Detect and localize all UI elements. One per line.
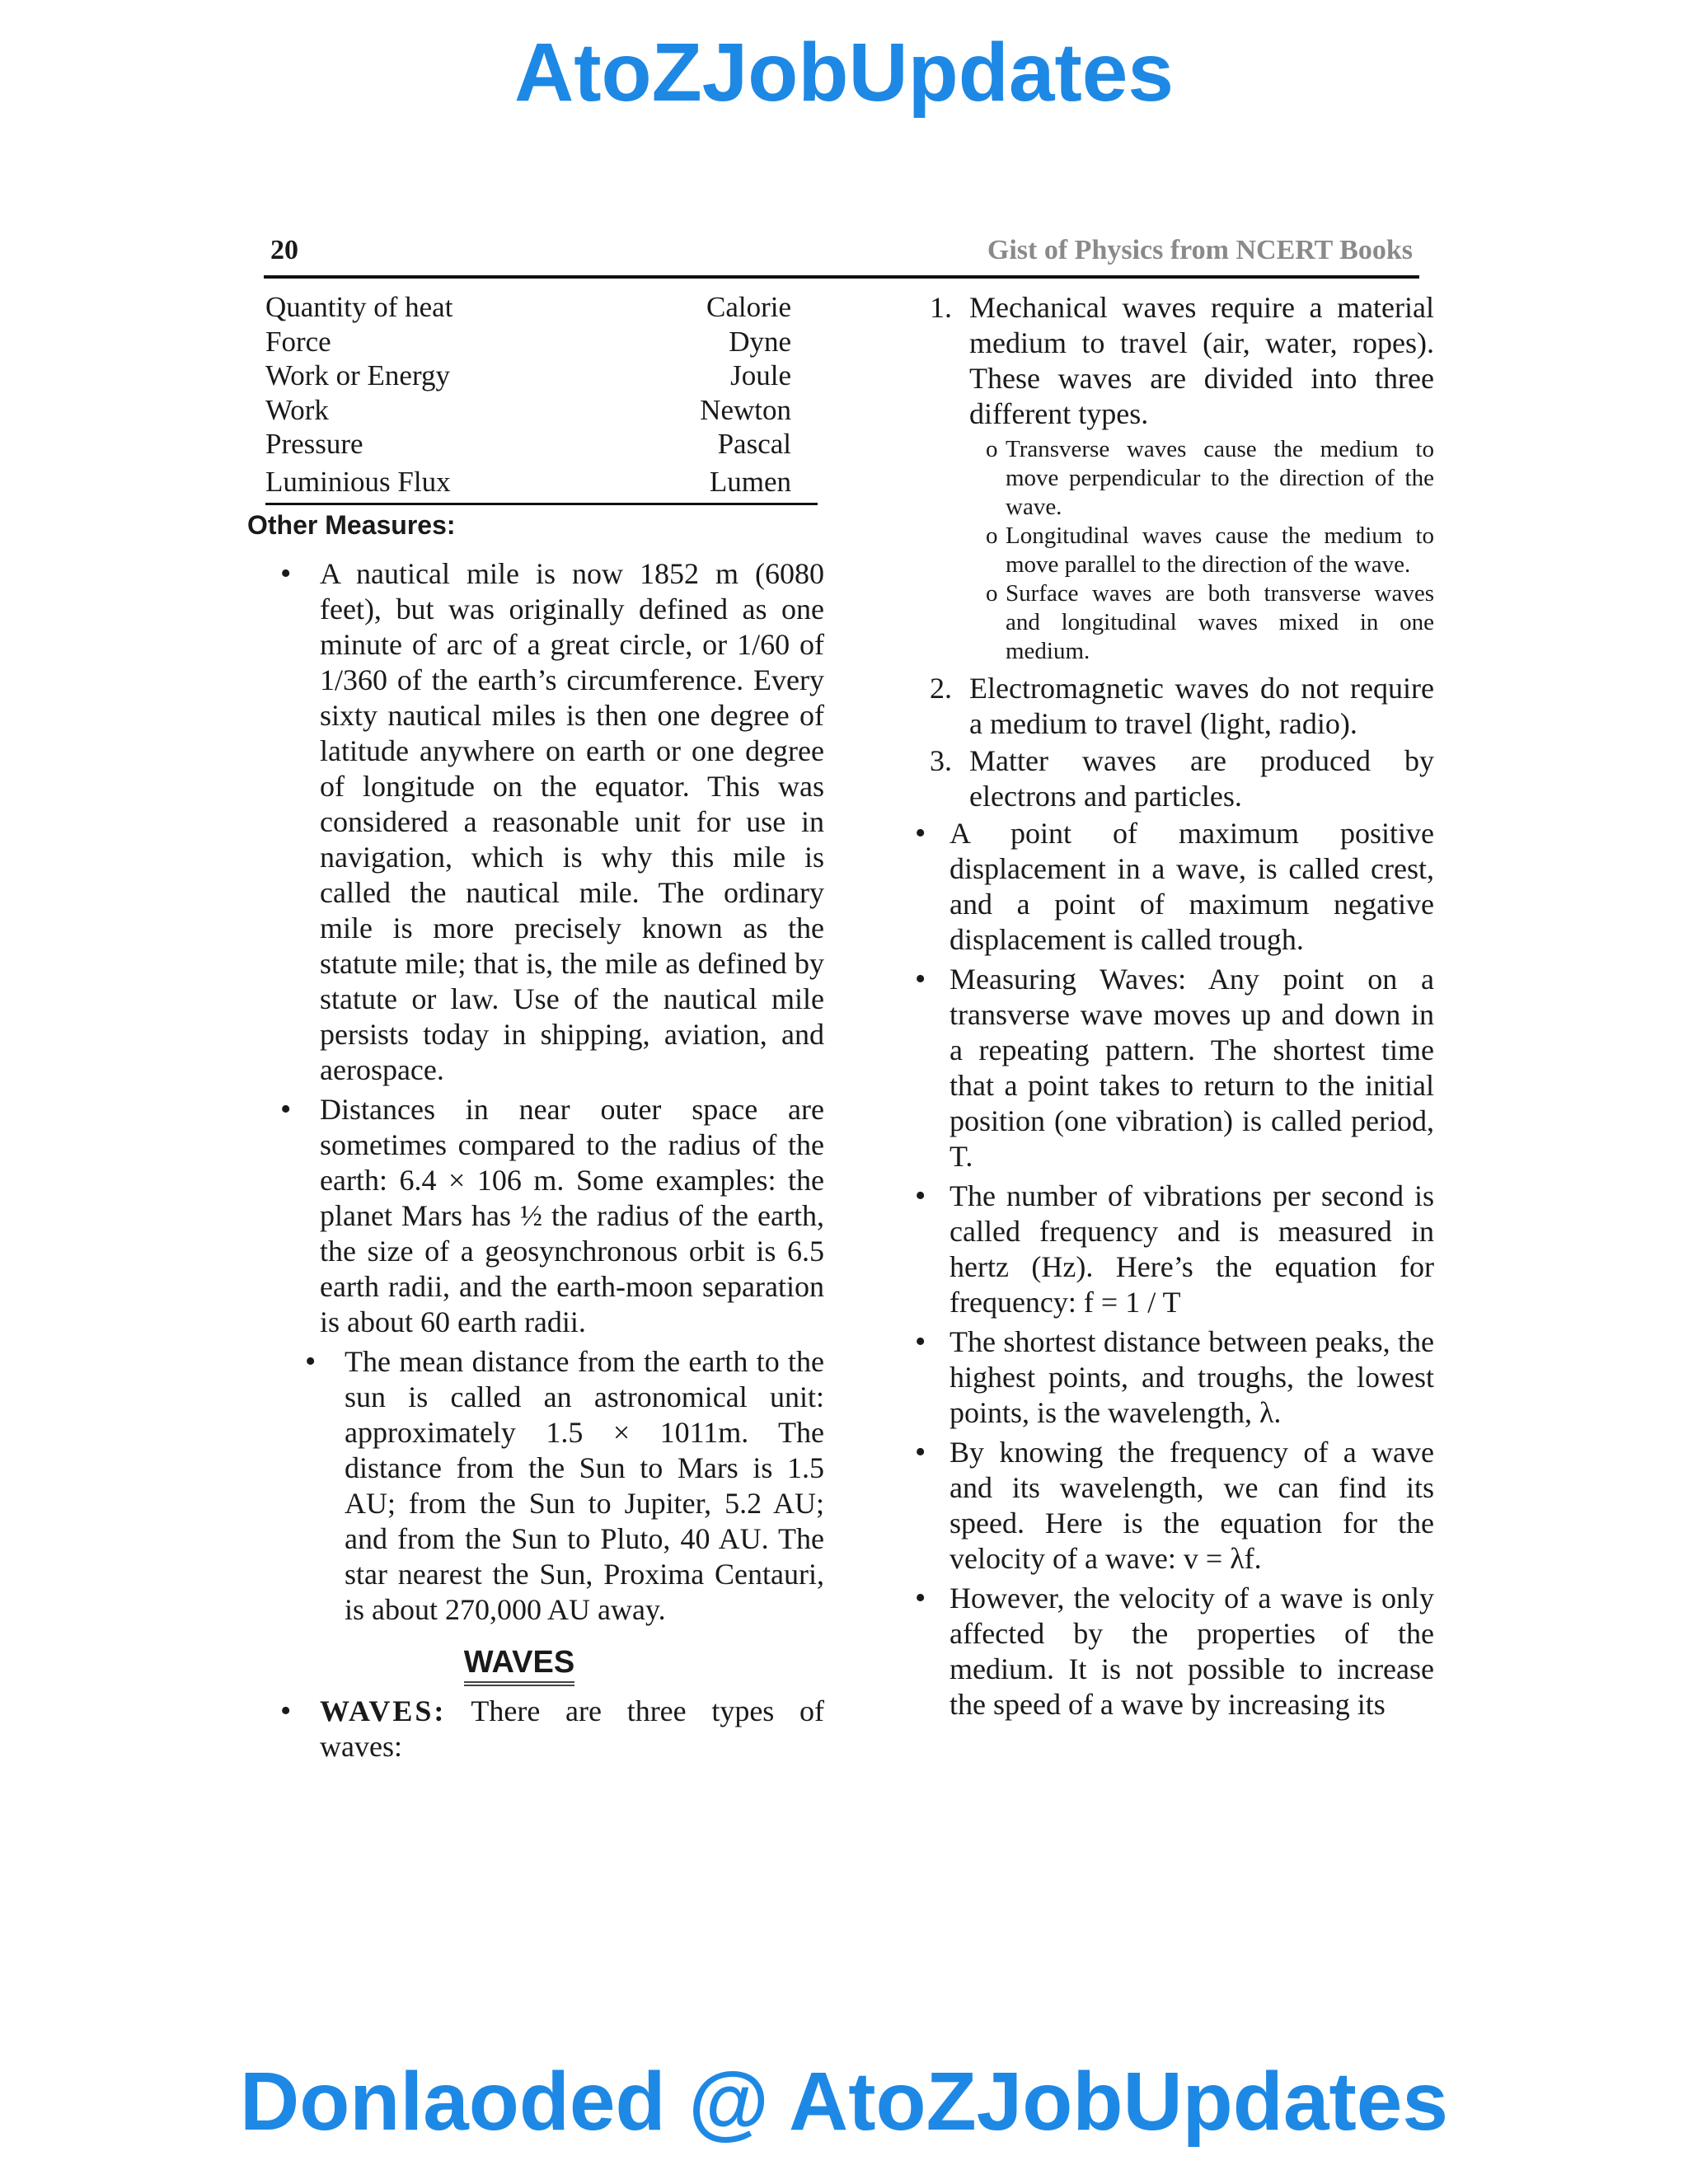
units-table — [265, 290, 818, 505]
quantity-cell: Work or Energy — [265, 359, 450, 391]
item-number: 3. — [930, 744, 952, 777]
list-item — [915, 671, 1434, 742]
list-item — [915, 743, 1434, 814]
list-item: • Distances in near outer space are sometimes compared to the radius of the earth: 6.4 × 106 m. Some examples: the planet Mars has ½ the radius of the earth, the size of a geosynchronous orbit is 6.5 earth radii, and the earth-moon separation is about 60 earth radii. — [247, 1092, 824, 1340]
quantity-cell: Pressure — [265, 428, 363, 460]
list-item — [915, 579, 1434, 666]
unit-cell: Pascal — [717, 428, 791, 460]
list-item — [247, 1694, 824, 1765]
item-text: Mechanical waves require a material medium to travel (air, water, ropes). These waves are divided into three different types. — [969, 291, 1434, 430]
unit-cell: Newton — [700, 393, 791, 426]
mechanical-wave-subtypes — [915, 435, 1434, 666]
quantity-cell: Quantity of heat — [265, 291, 453, 323]
list-item: • The mean distance from the earth to the sun is called an astronomical unit: approximately 1.5 × 1011m. The distance from the Sun to Mars is 1.5 AU; from the Sun to Jupiter, 5.2 AU; and from the Sun to Pluto, 40 AU. The star nearest the Sun, Proxima Centauri, is about 270,000 AU away. — [247, 1344, 824, 1628]
right-column — [915, 290, 1434, 1727]
waves-intro-label: WAVES: — [320, 1694, 447, 1727]
list-item: • The number of vibrations per second is called frequency and is measured in hertz (Hz). Here’s the equation for frequency: f = 1 / T — [915, 1179, 1434, 1320]
units-row — [265, 325, 818, 359]
quantity-cell: Luminious Flux — [265, 465, 451, 498]
item-text: Matter waves are produced by electrons and particles. — [969, 744, 1434, 813]
units-row — [265, 393, 818, 428]
sub-marker: o — [986, 523, 998, 549]
units-row — [265, 462, 818, 501]
list-item — [915, 435, 1434, 522]
other-measures-list — [247, 556, 824, 1628]
watermark-top: AtoZJobUpdates — [514, 26, 1174, 119]
list-item: • A point of maximum positive displacement in a wave, is called crest, and a point of maximum negative displacement is called trough. — [915, 816, 1434, 958]
left-column — [247, 290, 824, 1769]
item-number: 1. — [930, 291, 952, 324]
item-number: 2. — [930, 672, 952, 705]
quantity-cell: Force — [265, 325, 331, 358]
list-item: • A nautical mile is now 1852 m (6080 feet), but was originally defined as one minute of arc of a great circle, or 1/60 of 1/360 of the earth’s circumference. Every sixty nautical miles is then one degree of latitude anywhere on earth or one degree of longitude on the equator. This was considered a reasonable unit for use in navigation, which is why this mile is called the nautical mile. The ordinary mile is more precisely known as the statute mile; that is, the mile as defined by statute or law. Use of the nautical mile persists today in shipping, aviation, and aerospace. — [247, 556, 824, 1088]
quantity-cell: Work — [265, 393, 329, 426]
waves-heading-text: WAVES — [464, 1645, 574, 1686]
item-text: Transverse waves cause the medium to move perpendicular to the direction of the wave. — [1006, 436, 1434, 520]
wave-facts-list — [915, 816, 1434, 1722]
sub-marker: o — [986, 580, 998, 607]
waves-intro-text: There are three types of waves: — [320, 1694, 824, 1763]
units-row — [265, 290, 818, 325]
sub-marker: o — [986, 436, 998, 462]
wave-types-list — [915, 290, 1434, 432]
units-row — [265, 359, 818, 393]
unit-cell: Joule — [730, 359, 791, 391]
list-item — [915, 522, 1434, 579]
list-item: • However, the velocity of a wave is only affected by the properties of the medium. It is not possible to increase the speed of a wave by increasing its — [915, 1581, 1434, 1722]
list-item — [915, 290, 1434, 432]
wave-types-list-continued — [915, 671, 1434, 814]
item-text: Longitudinal waves cause the medium to move parallel to the direction of the wave. — [1006, 523, 1434, 578]
waves-heading — [346, 1643, 692, 1682]
list-item: • Measuring Waves: Any point on a transverse wave moves up and down in a repeating pattern. The shortest time that a point takes to return to the initial position (one vibration) is called period, T. — [915, 962, 1434, 1174]
watermark-bottom: Donlaoded @ AtoZJobUpdates — [239, 2055, 1448, 2148]
item-text: Surface waves are both transverse waves and longitudinal waves mixed in one medium. — [1006, 580, 1434, 664]
page-header — [264, 232, 1419, 279]
book-title: Gist of Physics from NCERT Books — [987, 235, 1413, 265]
list-item: • The shortest distance between peaks, the highest points, and troughs, the lowest points, is the wavelength, λ. — [915, 1324, 1434, 1431]
item-text: Electromagnetic waves do not require a medium to travel (light, radio). — [969, 672, 1434, 740]
unit-cell: Lumen — [709, 465, 791, 498]
waves-intro-list — [247, 1694, 824, 1765]
unit-cell: Calorie — [706, 291, 791, 323]
list-item: • By knowing the frequency of a wave and its wavelength, we can find its speed. Here is the equation for the velocity of a wave: v = λf. — [915, 1435, 1434, 1577]
units-row — [265, 427, 818, 462]
other-measures-heading: Other Measures: — [247, 509, 456, 540]
unit-cell: Dyne — [729, 325, 791, 358]
page-number: 20 — [270, 235, 298, 265]
